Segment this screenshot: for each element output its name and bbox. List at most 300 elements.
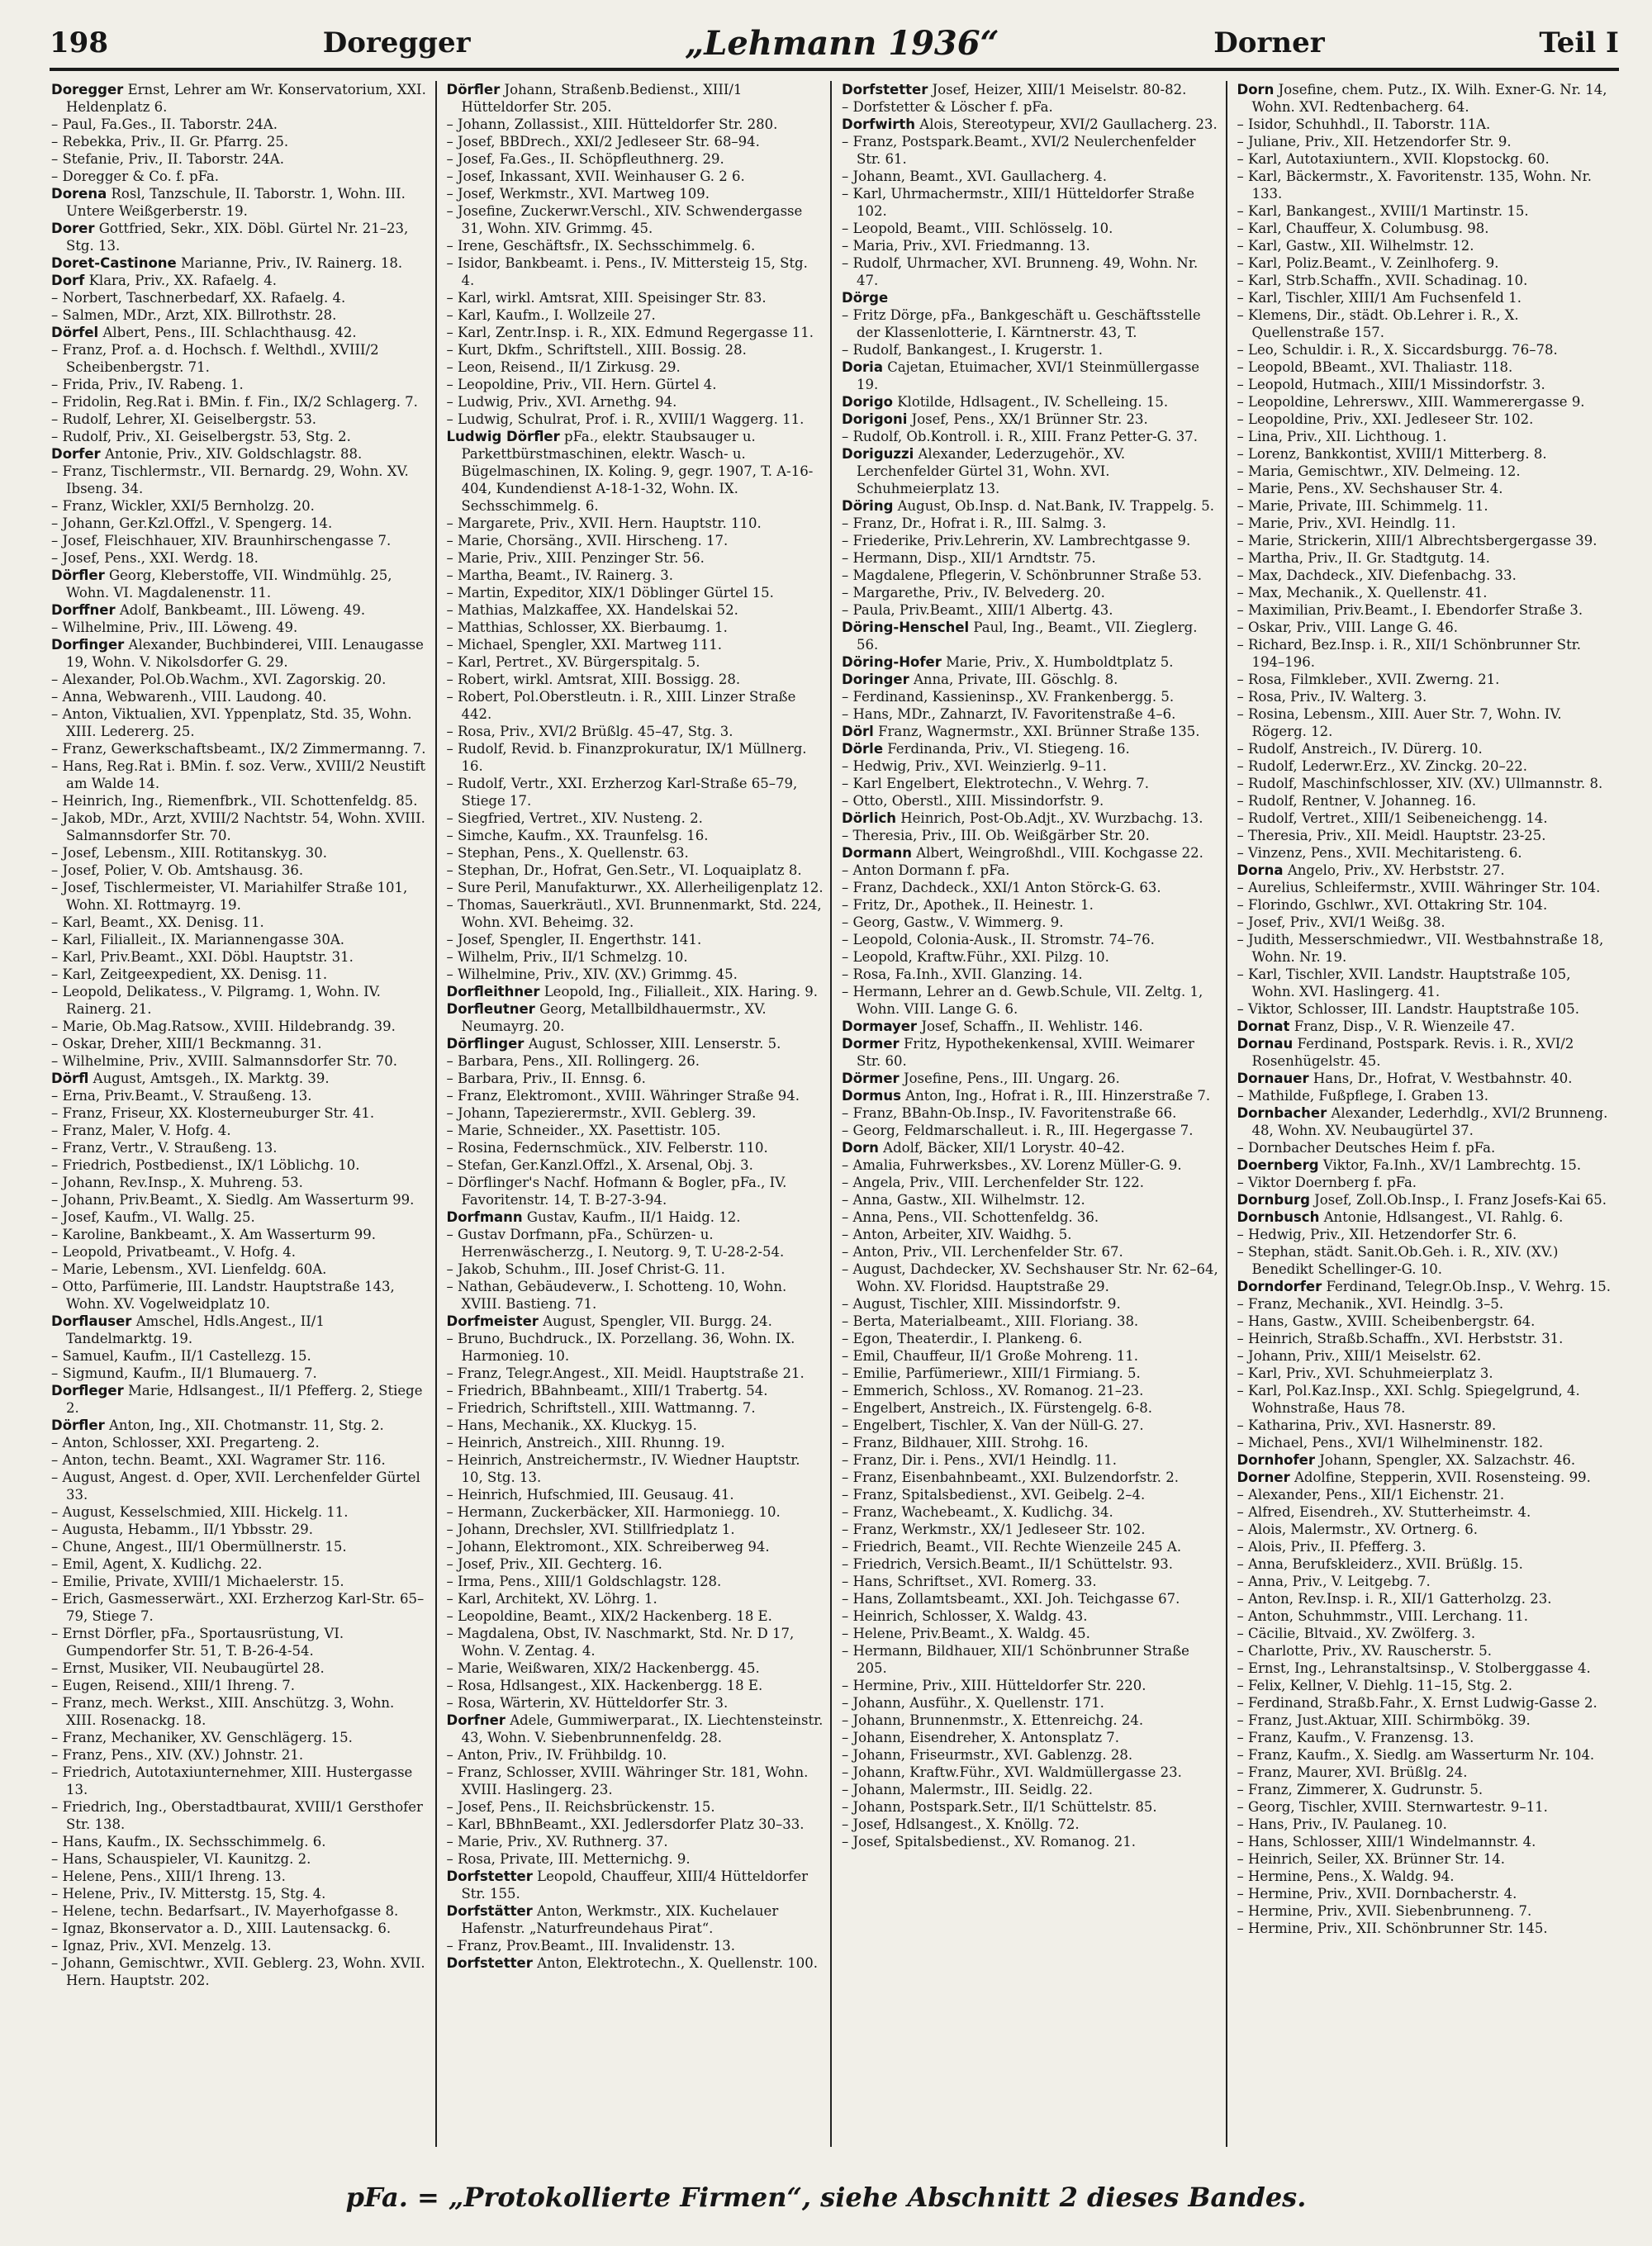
entry-text: – Wilhelmine, Priv., III. Löweng. 49. (51, 620, 298, 635)
directory-entry (51, 116, 429, 133)
directory-entry (842, 1070, 1219, 1087)
directory-entry (1237, 1156, 1616, 1174)
entry-text: pFa., elektr. Staubsauger u. Parkettbürstmaschinen, elektr. Wasch- u. Bügelmaschinen, IX. Koling. 9, gegr. 1907, T. A-16-404, Kundendienst A-18-1-32, Wohn. IX. Sechsschimmelg. 6. (461, 429, 814, 514)
entry-surname: Dörfler (446, 82, 501, 97)
directory-entry (51, 1208, 429, 1226)
entry-text: – Lina, Priv., XII. Lichthoug. 1. (1237, 429, 1447, 444)
entry-text: – Mathilde, Fußpflege, I. Graben 13. (1237, 1088, 1488, 1104)
entry-text: – Franz, Prof. a. d. Hochsch. f. Welthdl., XVIII/2 Scheibenbergstr. 71. (51, 342, 379, 375)
entry-text: – Karl, Priv.Beamt., XXI. Döbl. Hauptstr. 31. (51, 949, 354, 965)
entry-text: – Johann, Postspark.Setr., II/1 Schüttelstr. 85. (842, 1799, 1157, 1815)
entry-text: – Johann, Ausführ., X. Quellenstr. 171. (842, 1695, 1104, 1711)
directory-entry (51, 636, 429, 671)
directory-entry (51, 914, 429, 931)
directory-entry (842, 1104, 1219, 1122)
entry-text: – Heinrich, Anstreich., XIII. Rhunng. 19. (446, 1435, 725, 1451)
entry-text: – Otto, Parfümerie, III. Landstr. Hauptstraße 143, Wohn. XV. Vogelweidplatz 10. (51, 1279, 395, 1312)
entry-text: – Karl, Autotaxiuntern., XVII. Klopstockg. 60. (1237, 151, 1550, 167)
directory-entry (842, 220, 1219, 237)
directory-entry (1237, 688, 1616, 705)
entry-text: – Chune, Angest., III/1 Obermüllnerstr. 15. (51, 1539, 347, 1555)
directory-entry (1237, 792, 1616, 810)
entry-text: – Leopoldine, Priv., XXI. Jedleseer Str. 102. (1237, 411, 1534, 427)
directory-entry (1237, 914, 1616, 931)
entry-text: Franz, Disp., V. R. Wienzeile 47. (1294, 1019, 1515, 1034)
directory-entry (842, 1295, 1219, 1313)
entry-text: – Rebekka, Priv., II. Gr. Pfarrg. 25. (51, 134, 289, 150)
directory-entry (51, 497, 429, 515)
directory-entry (1237, 1694, 1616, 1712)
entry-text: – Augusta, Hebamm., II/1 Ybbsstr. 29. (51, 1522, 313, 1537)
entry-text: – Bruno, Buchdruck., IX. Porzellang. 36, Wohn. IX. Harmonieg. 10. (446, 1331, 795, 1364)
directory-entry (1237, 515, 1616, 532)
directory-entry (447, 1712, 824, 1746)
directory-entry (1237, 636, 1616, 671)
entry-text: – Franz, Wachebeamt., X. Kudlichg. 34. (842, 1504, 1113, 1520)
directory-entry (447, 1156, 824, 1174)
directory-entry (1237, 1417, 1616, 1434)
entry-text: – Rosa, Fa.Inh., XVII. Glanzing. 14. (842, 966, 1083, 982)
entry-text: – Karl, Poliz.Beamt., V. Zeinlhoferg. 9. (1237, 255, 1499, 271)
entry-text: – Franz, Telegr.Angest., XII. Meidl. Hauptstraße 21. (446, 1365, 805, 1381)
directory-entry (1237, 411, 1616, 428)
directory-entry (842, 1243, 1219, 1261)
directory-entry (842, 1712, 1219, 1729)
directory-entry (842, 1313, 1219, 1330)
entry-text: Leopold, Chauffeur, XIII/4 Hütteldorfer Str. 155. (461, 1869, 809, 1902)
directory-entry (447, 810, 824, 827)
directory-entry (1237, 1347, 1616, 1365)
entry-text: – Hermine, Pens., X. Waldg. 94. (1237, 1869, 1455, 1884)
directory-entry (447, 653, 824, 671)
directory-entry (51, 1365, 429, 1382)
directory-entry (1237, 601, 1616, 619)
directory-entry (842, 515, 1219, 532)
entry-text: – Hermine, Priv., XII. Schönbrunner Str. 145. (1237, 1921, 1548, 1936)
directory-entry (51, 1590, 429, 1625)
entry-text: Gottfried, Sekr., XIX. Döbl. Gürtel Nr. 21–23, Stg. 13. (66, 221, 409, 254)
directory-entry (1237, 1521, 1616, 1538)
entry-text: – Michael, Spengler, XXI. Martweg 111. (446, 637, 723, 653)
directory-entry (1237, 1035, 1616, 1070)
entry-text: – Emmerich, Schloss., XV. Romanog. 21–23. (842, 1383, 1144, 1398)
directory-entry (447, 1503, 824, 1521)
entry-text: – Berta, Materialbeamt., XIII. Floriang. 38. (842, 1313, 1139, 1329)
directory-entry (1237, 1070, 1616, 1087)
directory-entry (1237, 1000, 1616, 1018)
entry-text: – Karl, Zeitgeexpedient, XX. Denisg. 11. (51, 966, 328, 982)
entry-text: – August, Kesselschmied, XIII. Hickelg. 11. (51, 1504, 349, 1520)
directory-entry (1237, 480, 1616, 497)
directory-entry (447, 1000, 824, 1035)
entry-surname: Ludwig Dörfler (446, 429, 560, 444)
entry-text: – Karl, Architekt, XV. Löhrg. 1. (446, 1591, 657, 1607)
entry-text: – Friedrich, Autotaxiunternehmer, XIII. Hustergasse 13. (51, 1764, 413, 1797)
entry-text: Marie, Hdlsangest., II/1 Pfefferg. 2, Stiege 2. (66, 1383, 423, 1416)
entry-surname: Dormer (842, 1036, 900, 1052)
entry-text: – Friederike, Priv.Lehrerin, XV. Lambrechtgasse 9. (842, 533, 1191, 548)
entry-surname: Dornat (1237, 1019, 1290, 1034)
directory-entry (842, 1590, 1219, 1607)
directory-entry (51, 393, 429, 411)
entry-text: – Franz, Dr., Hofrat i. R., III. Salmg. 3. (842, 515, 1107, 531)
entry-text: – Wilhelm, Priv., II/1 Schmelzg. 10. (446, 949, 688, 965)
entry-text: – August, Angest. d. Oper, XVII. Lerchenfelder Gürtel 33. (51, 1470, 420, 1503)
directory-entry (1237, 1226, 1616, 1243)
entry-text: – Stephan, Dr., Hofrat, Gen.Setr., VI. Loquaiplatz 8. (446, 862, 802, 878)
entry-text: – Josef, Kaufm., VI. Wallg. 25. (51, 1209, 255, 1225)
directory-entry (51, 81, 429, 116)
entry-text: – Josef, Inkassant, XVII. Weinhauser G. 2 6. (446, 169, 745, 184)
entry-text: – Frida, Priv., IV. Rabeng. 1. (51, 377, 244, 392)
directory-columns (51, 81, 1622, 2147)
entry-surname: Dorndorfer (1237, 1279, 1322, 1294)
directory-entry (51, 1798, 429, 1833)
entry-text: – Johann, Priv.Beamt., X. Siedlg. Am Wasserturm 99. (51, 1192, 415, 1208)
entry-text: Georg, Metallbildhauermstr., XV. Neumayrg. 20. (461, 1001, 767, 1034)
directory-entry (1237, 1503, 1616, 1521)
directory-entry (51, 1313, 429, 1347)
directory-entry (447, 1451, 824, 1486)
entry-surname: Dorfmeister (446, 1313, 539, 1329)
directory-entry (447, 1850, 824, 1868)
entry-text: – Isidor, Schuhhdl., II. Taborstr. 11A. (1237, 116, 1491, 132)
directory-entry (842, 81, 1219, 98)
entry-text: – Leo, Schuldir. i. R., X. Siccardsburgg. 76–78. (1237, 342, 1558, 358)
directory-entry (842, 1816, 1219, 1833)
directory-entry (447, 1660, 824, 1677)
directory-entry (51, 567, 429, 601)
directory-entry (1237, 1590, 1616, 1607)
directory-entry (447, 1902, 824, 1937)
entry-text: – Ludwig, Priv., XVI. Arnethg. 94. (446, 394, 677, 410)
directory-entry (842, 445, 1219, 497)
entry-text: – Karl, wirkl. Amtsrat, XIII. Speisinger Str. 83. (446, 290, 767, 306)
entry-text: – Lorenz, Bankkontist, XVIII/1 Mitterberg. 8. (1237, 446, 1547, 462)
entry-text: – Franz, Zimmerer, X. Gudrunstr. 5. (1237, 1782, 1483, 1797)
directory-entry (51, 272, 429, 289)
entry-text: – Josef, Priv., XII. Gechterg. 16. (446, 1556, 662, 1572)
directory-entry (842, 98, 1219, 116)
entry-text: – Josef, Pens., XXI. Werdg. 18. (51, 550, 259, 566)
directory-entry (51, 341, 429, 376)
directory-entry (51, 1868, 429, 1885)
directory-entry (1237, 1850, 1616, 1868)
entry-text: – Rosa, Wärterin, XV. Hütteldorfer Str. 3. (446, 1695, 729, 1711)
directory-entry (447, 1417, 824, 1434)
directory-entry (51, 220, 429, 254)
directory-entry (1237, 1816, 1616, 1833)
entry-text: – Anton, Viktualien, XVI. Yppenplatz, Std. 35, Wohn. XIII. Ledererg. 25. (51, 706, 412, 739)
entry-text: – Viktor, Schlosser, III. Landstr. Hauptstraße 105. (1237, 1001, 1579, 1017)
entry-text: – Emilie, Private, XVIII/1 Michaelerstr. 15. (51, 1574, 344, 1589)
directory-entry (1237, 1538, 1616, 1555)
directory-entry (842, 1798, 1219, 1816)
entry-text: – Jakob, Schuhm., III. Josef Christ-G. 11. (446, 1261, 725, 1277)
directory-entry (51, 1954, 429, 1989)
directory-entry (1237, 1313, 1616, 1330)
directory-entry (447, 393, 824, 411)
directory-entry (842, 948, 1219, 966)
entry-text: – Theresia, Priv., III. Ob. Weißgärber Str. 20. (842, 828, 1150, 843)
entry-text: – Emil, Chauffeur, II/1 Große Mohreng. 11. (842, 1348, 1139, 1364)
entry-text: August, Schlosser, XIII. Lenserstr. 5. (528, 1036, 781, 1052)
directory-entry (842, 1174, 1219, 1191)
entry-surname: Doret-Castinone (51, 255, 177, 271)
directory-entry (842, 584, 1219, 601)
directory-entry (51, 1833, 429, 1850)
directory-entry (447, 1035, 824, 1052)
directory-entry (842, 1261, 1219, 1295)
entry-text: – Josef, Spitalsbedienst., XV. Romanog. 21. (842, 1834, 1136, 1850)
directory-entry (1237, 254, 1616, 272)
entry-text: – Josef, BBDrech., XXI/2 Jedleseer Str. 68–94. (446, 134, 760, 150)
entry-text: – Johann, Elektromont., XIX. Schreiberweg 94. (446, 1539, 770, 1555)
entry-text: – Hans, Schauspieler, VI. Kaunitzg. 2. (51, 1851, 311, 1867)
directory-entry (1237, 1677, 1616, 1694)
entry-text: – Stephan, Pens., X. Quellenstr. 63. (446, 845, 689, 861)
directory-entry (447, 254, 824, 289)
directory-entry (51, 931, 429, 948)
directory-entry (1237, 497, 1616, 515)
directory-entry (51, 463, 429, 497)
directory-entry (447, 237, 824, 254)
entry-text: Johann, Spengler, XX. Salzachstr. 46. (1319, 1452, 1576, 1468)
entry-surname: Dorf (51, 273, 85, 288)
entry-surname: Dorfmann (446, 1209, 523, 1225)
directory-entry (447, 150, 824, 168)
entry-text: Marianne, Priv., IV. Rainerg. 18. (180, 255, 403, 271)
directory-entry (447, 636, 824, 653)
entry-text: – Ernst, Ing., Lehranstaltsinsp., V. Stolberggasse 4. (1237, 1660, 1591, 1676)
entry-text: Albert, Weingroßhdl., VIII. Kochgasse 22. (916, 845, 1203, 861)
entry-text: Johann, Straßenb.Bedienst., XIII/1 Hütteldorfer Str. 205. (461, 82, 743, 115)
directory-entry (51, 1070, 429, 1087)
entry-text: – Anton, Priv., VII. Lerchenfelder Str. 67. (842, 1244, 1123, 1260)
directory-entry (842, 1764, 1219, 1781)
entry-surname: Dörflinger (446, 1036, 525, 1052)
entry-surname: Dörfler (51, 1417, 105, 1433)
entry-text: – Rudolf, Rentner, V. Johanneg. 16. (1237, 793, 1477, 809)
directory-entry (842, 1555, 1219, 1573)
left-keyword: Doregger (322, 26, 471, 59)
directory-entry (1237, 237, 1616, 254)
entry-text: Georg, Kleberstoffe, VII. Windmühlg. 25, Wohn. VI. Magdalenenstr. 11. (66, 567, 392, 601)
entry-text: – Hans, Schriftset., XVI. Romerg. 33. (842, 1574, 1097, 1589)
entry-text: – Johann, Drechsler, XVI. Stillfriedplatz 1. (446, 1522, 735, 1537)
entry-text: – Engelbert, Anstreich., IX. Fürstengelg. 6-8. (842, 1400, 1152, 1416)
directory-entry (447, 1833, 824, 1850)
directory-entry (447, 1816, 824, 1833)
entry-text: August, Spengler, VII. Burgg. 24. (543, 1313, 772, 1329)
entry-text: Anton, Ing., Hofrat i. R., III. Hinzerstraße 7. (905, 1088, 1211, 1104)
entry-text: – Josef, Priv., XVI/1 Weißg. 38. (1237, 914, 1446, 930)
entry-text: – Anna, Priv., V. Leitgebg. 7. (1237, 1574, 1431, 1589)
directory-entry (1237, 1278, 1616, 1295)
entry-text: – Hermann, Lehrer an d. Gewb.Schule, VII. Zeltg. 1, Wohn. VIII. Lange G. 6. (842, 984, 1203, 1017)
directory-entry (51, 1937, 429, 1954)
entry-text: Ferdinand, Telegr.Ob.Insp., V. Wehrg. 15. (1326, 1279, 1612, 1294)
entry-text: – Anton, Rev.Insp. i. R., XII/1 Gatterholzg. 23. (1237, 1591, 1552, 1607)
directory-entry (51, 150, 429, 168)
entry-text: – Anna, Pens., VII. Schottenfeldg. 36. (842, 1209, 1099, 1225)
entry-text: – Rosa, Hdlsangest., XIX. Hackenbergg. 18 E. (446, 1678, 763, 1693)
entry-text: Alois, Stereotypeur, XVI/2 Gaullacherg. 23. (919, 116, 1218, 132)
entry-text: – Franz, Wickler, XXI/5 Bernholzg. 20. (51, 498, 315, 514)
directory-entry (842, 688, 1219, 705)
entry-text: – Rosina, Federnschmück., XIV. Felberstr. 110. (446, 1140, 768, 1156)
directory-entry (51, 1139, 429, 1156)
entry-text: – Anna, Gastw., XII. Wilhelmstr. 12. (842, 1192, 1085, 1208)
directory-entry (447, 1954, 824, 1972)
page-number: 198 (50, 26, 108, 59)
entry-surname: Dorflauser (51, 1313, 132, 1329)
entry-text: – Franz, Elektromont., XVIII. Währinger Straße 94. (446, 1088, 800, 1104)
entry-text: – Stephan, städt. Sanit.Ob.Geh. i. R., XIV. (XV.) Benedikt Schellinger-G. 10. (1237, 1244, 1559, 1277)
entry-text: Anton, Ing., XII. Chotmanstr. 11, Stg. 2. (108, 1417, 384, 1433)
entry-text: – Richard, Bez.Insp. i. R., XII/1 Schönbrunner Str. 194–196. (1237, 637, 1582, 670)
directory-column (51, 81, 437, 2147)
directory-entry (842, 1226, 1219, 1243)
entry-text: – Anton, Priv., IV. Frühbildg. 10. (446, 1747, 667, 1763)
entry-text: – Samuel, Kaufm., II/1 Castellezg. 15. (51, 1348, 311, 1364)
entry-text: – Heinrich, Straßb.Schaffn., XVI. Herbststr. 31. (1237, 1331, 1564, 1346)
entry-text: – Rudolf, Bankangest., I. Krugerstr. 1. (842, 342, 1104, 358)
entry-text: – Margarethe, Priv., IV. Belvederg. 20. (842, 585, 1105, 601)
directory-entry (1237, 619, 1616, 636)
directory-entry (1237, 1781, 1616, 1798)
directory-entry (842, 567, 1219, 584)
entry-text: – Karl, Tischler, XIII/1 Am Fuchsenfeld 1. (1237, 290, 1521, 306)
entry-text: – Anton Dormann f. pFa. (842, 862, 1010, 878)
directory-entry (842, 1642, 1219, 1677)
entry-text: Antonie, Hdlsangest., VI. Rahlg. 6. (1323, 1209, 1564, 1225)
entry-surname: Dornauer (1237, 1071, 1309, 1086)
directory-entry (447, 532, 824, 549)
directory-entry (1237, 1642, 1616, 1660)
entry-text: – Hedwig, Priv., XII. Hetzendorfer Str. 6. (1237, 1227, 1517, 1242)
entry-text: – Ferdinand, Straßb.Fahr., X. Ernst Ludwig-Gasse 2. (1237, 1695, 1597, 1711)
directory-entry (447, 306, 824, 324)
directory-entry (1237, 584, 1616, 601)
entry-surname: Doernberg (1237, 1157, 1319, 1173)
directory-entry (1237, 341, 1616, 359)
entry-text: – Anna, Berufskleiderz., XVII. Brüßlg. 15. (1237, 1556, 1523, 1572)
entry-text: – Hermine, Priv., XVII. Dornbacherstr. 4. (1237, 1886, 1517, 1902)
directory-entry (447, 584, 824, 601)
directory-entry (1237, 1660, 1616, 1677)
directory-entry (447, 896, 824, 931)
entry-text: Klotilde, Hdlsagent., IV. Schelleing. 15. (897, 394, 1169, 410)
entry-text: – Karl, Zentr.Insp. i. R., XIX. Edmund Regergasse 11. (446, 325, 814, 340)
entry-text: – Karl Engelbert, Elektrotechn., V. Wehrg. 7. (842, 776, 1150, 791)
directory-entry (447, 1937, 824, 1954)
entry-text: – Fritz Dörge, pFa., Bankgeschäft u. Geschäftsstelle der Klassenlotterie, I. Kärntnerstr. 43, T. (842, 307, 1201, 340)
directory-entry (1237, 1868, 1616, 1885)
entry-text: Josefine, chem. Putz., IX. Wilh. Exner-G. Nr. 14, Wohn. XVI. Redtenbacherg. 64. (1251, 82, 1607, 115)
directory-entry (842, 411, 1219, 428)
directory-entry (447, 1122, 824, 1139)
directory-entry (842, 1625, 1219, 1642)
directory-entry (842, 1486, 1219, 1503)
entry-surname: Dorfstetter (446, 1869, 533, 1884)
directory-entry (1237, 1920, 1616, 1937)
directory-entry (51, 810, 429, 844)
entry-text: – Helene, techn. Bedarfsart., IV. Mayerhofgasse 8. (51, 1903, 399, 1919)
entry-text: – Franz, Tischlermstr., VII. Bernardg. 29, Wohn. XV. Ibseng. 34. (51, 463, 409, 496)
directory-entry (447, 1521, 824, 1538)
directory-column (447, 81, 833, 2147)
entry-surname: Dorner (1237, 1470, 1290, 1485)
entry-text: – Franz, BBahn-Ob.Insp., IV. Favoritenstraße 66. (842, 1105, 1177, 1121)
entry-text: – Marie, Private, III. Schimmelg. 11. (1237, 498, 1488, 514)
entry-text: – Josef, Hdlsangest., X. Knöllg. 72. (842, 1816, 1080, 1832)
directory-entry (1237, 1365, 1616, 1382)
entry-text: Ernst, Lehrer am Wr. Konservatorium, XXI. Heldenplatz 6. (66, 82, 426, 115)
entry-text: – Helene, Priv., IV. Mitterstg. 15, Stg. 4. (51, 1886, 326, 1902)
entry-text: – Matthias, Schlosser, XX. Bierbaumg. 1. (446, 620, 728, 635)
entry-text: – Juliane, Priv., XII. Hetzendorfer Str. 9. (1237, 134, 1512, 150)
entry-text: – Dörflinger's Nachf. Hofmann & Bogler, pFa., IV. Favoritenstr. 14, T. B-27-3-94. (446, 1175, 787, 1208)
entry-text: – Jakob, MDr., Arzt, XVIII/2 Nachtstr. 54, Wohn. XVIII. Salmannsdorfer Str. 70. (51, 810, 425, 843)
entry-surname: Dorigoni (842, 411, 908, 427)
directory-entry (1237, 1607, 1616, 1625)
directory-entry (447, 1261, 824, 1278)
directory-entry (447, 411, 824, 428)
directory-entry (447, 1087, 824, 1104)
entry-text: – Franz, mech. Werkst., XIII. Anschützg. 3, Wohn. XIII. Rosenackg. 18. (51, 1695, 395, 1728)
entry-text: – Rudolf, Anstreich., IV. Dürerg. 10. (1237, 741, 1483, 757)
entry-text: – Leopold, Beamt., VIII. Schlösselg. 10. (842, 221, 1113, 236)
entry-text: – Josef, Fa.Ges., II. Schöpfleuthnerg. 29. (446, 151, 724, 167)
directory-entry (51, 966, 429, 983)
directory-entry (842, 914, 1219, 931)
entry-text: – Franz, Postspark.Beamt., XVI/2 Neulerchenfelder Str. 61. (842, 134, 1196, 167)
directory-entry (51, 532, 429, 549)
directory-entry (447, 81, 824, 116)
directory-entry (447, 1573, 824, 1590)
entry-text: – Franz, Bildhauer, XIII. Strohg. 16. (842, 1435, 1089, 1451)
entry-text: – Mathias, Malzkaffee, XX. Handelskai 52. (446, 602, 738, 618)
entry-text: Alexander, Lederhdlg., XVI/2 Brunneng. 48, Wohn. XV. Neubaugürtel 37. (1251, 1105, 1608, 1138)
entry-text: – Johann, Gemischtwr., XVII. Geblerg. 23, Wohn. XVII. Hern. Hauptstr. 202. (51, 1955, 425, 1988)
directory-entry (447, 619, 824, 636)
entry-text: – Magdalene, Pflegerin, V. Schönbrunner Straße 53. (842, 567, 1203, 583)
directory-entry (51, 1191, 429, 1208)
directory-entry (842, 1538, 1219, 1555)
entry-text: – Angela, Priv., VIII. Lerchenfelder Str. 122. (842, 1175, 1145, 1190)
directory-entry (1237, 116, 1616, 133)
entry-text: – Stefan, Ger.Kanzl.Offzl., X. Arsenal, Obj. 3. (446, 1157, 753, 1173)
entry-surname: Dörfl (51, 1071, 89, 1086)
entry-text: – Franz, Pens., XIV. (XV.) Johnstr. 21. (51, 1747, 304, 1763)
entry-surname: Dorfstetter (842, 82, 928, 97)
directory-entry (447, 1070, 824, 1087)
entry-surname: Dorffner (51, 602, 116, 618)
entry-text: – Rudolf, Ob.Kontroll. i. R., XIII. Franz Petter-G. 37. (842, 429, 1198, 444)
entry-text: Alexander, Lederzugehör., XV. Lerchenfelder Gürtel 31, Wohn. XVI. Schuhmeierplatz 13. (857, 446, 1126, 496)
directory-entry (447, 879, 824, 896)
directory-entry (51, 601, 429, 619)
entry-text: – Hans, Mechanik., XX. Kluckyg. 15. (446, 1417, 697, 1433)
entry-text: Viktor, Fa.Inh., XV/1 Lambrechtg. 15. (1322, 1157, 1582, 1173)
entry-text: – Erich, Gasmesserwärt., XXI. Erzherzog Karl-Str. 65–79, Stiege 7. (51, 1591, 425, 1624)
entry-text: – Franz, Dachdeck., XXI/1 Anton Störck-G. 63. (842, 880, 1161, 895)
directory-entry (842, 116, 1219, 133)
entry-text: – Franz, Vertr., V. Straußeng. 13. (51, 1140, 278, 1156)
entry-text: – Friedrich, Schriftstell., XIII. Wattmanng. 7. (446, 1400, 756, 1416)
directory-entry (447, 966, 824, 983)
